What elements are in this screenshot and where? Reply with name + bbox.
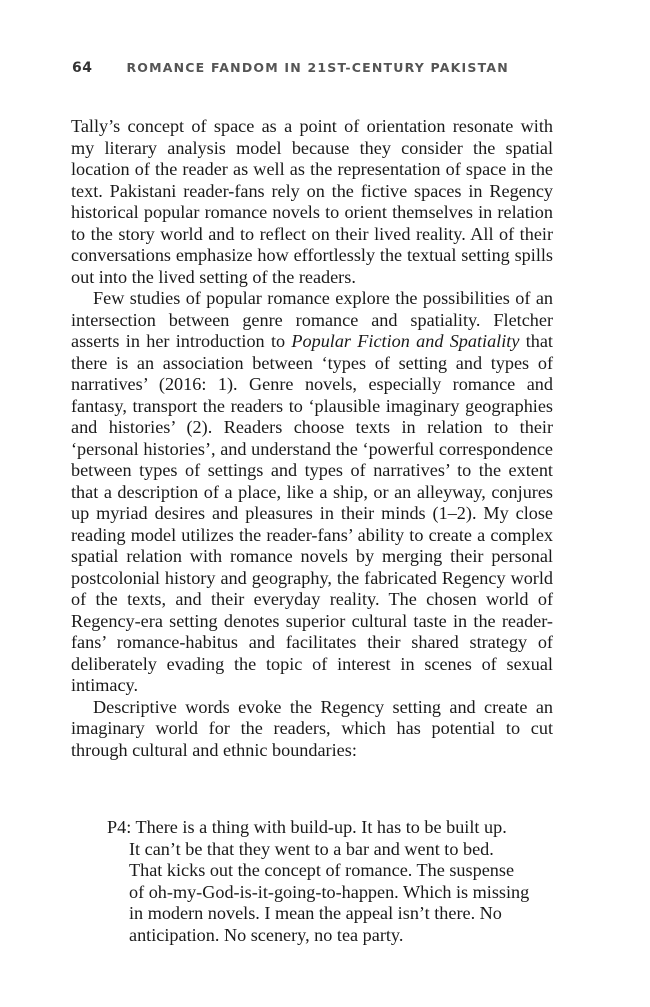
- page-number: 64: [72, 60, 93, 76]
- paragraph-3: Descriptive words evoke the Regency setting and create an imaginary world for the readers, which has potential to cut through cultural and ethnic boundaries:: [71, 696, 553, 760]
- paragraph-1: Tally’s concept of space as a point of orientation resonate with my literary analysis model because they consider the spatial location of the reader as well as the representation of space in the text. Pakistani reader-fans rely on the fictive spaces in Regency historical popular romance novels to orient themselves in relation to the story world and to reflect on their lived reality. All of their conversations emphasize how effortlessly the textual setting spills out into the lived setting of the readers.: [71, 116, 553, 287]
- body-text: [71, 116, 553, 761]
- quote-line: P4: There is a thing with build-up. It has to be built up.: [107, 817, 507, 837]
- running-head: [72, 57, 572, 76]
- running-title: ROMANCE FANDOM IN 21ST-CENTURY PAKISTAN: [126, 60, 509, 75]
- paragraph-2-text-after: that there is an association between ‘types of setting and types of narratives’ (2016: 1). Genre novels, especially romance and fantasy, transport the readers to ‘plausible imaginary geographies and histories’ (2). Readers choose texts in relation to their ‘personal histories’, and understand the ‘powerful correspondence between types of settings and types of narratives’ to the extent that a description of a place, like a ship, or an alleyway, conjures up myriad desires and pleasures in their minds (1–2). My close reading model utilizes the reader-fans’ ability to create a complex spatial relation with romance novels by merging their personal postcolonial history and geography, the fabricated Regency world of the texts, and their everyday reality. The chosen world of Regency-era setting denotes superior cultural taste in the reader-fans’ romance-habitus and facilitates their shared strategy of deliberately evading the topic of interest in scenes of sexual intimacy.: [71, 331, 553, 695]
- paragraph-2: [71, 288, 553, 697]
- quote-line: It can’t be that they went to a bar and went to bed.: [129, 838, 494, 859]
- quote-line: of oh-my-God-is-it-going-to-happen. Which is missing: [129, 881, 530, 902]
- paragraph-2-text-before: Few studies of popular romance explore the possibilities of an intersection between genre romance and spatiality. Fletcher asserts in her introduction to: [71, 288, 553, 351]
- quote-line: That kicks out the concept of romance. The suspense: [129, 860, 515, 880]
- book-title-italic: Popular Fiction and Spatiality: [291, 331, 520, 351]
- quote-line: anticipation. No scenery, no tea party.: [129, 924, 404, 945]
- block-quote: [107, 817, 547, 946]
- quote-line: in modern novels. I mean the appeal isn’t there. No: [129, 903, 502, 923]
